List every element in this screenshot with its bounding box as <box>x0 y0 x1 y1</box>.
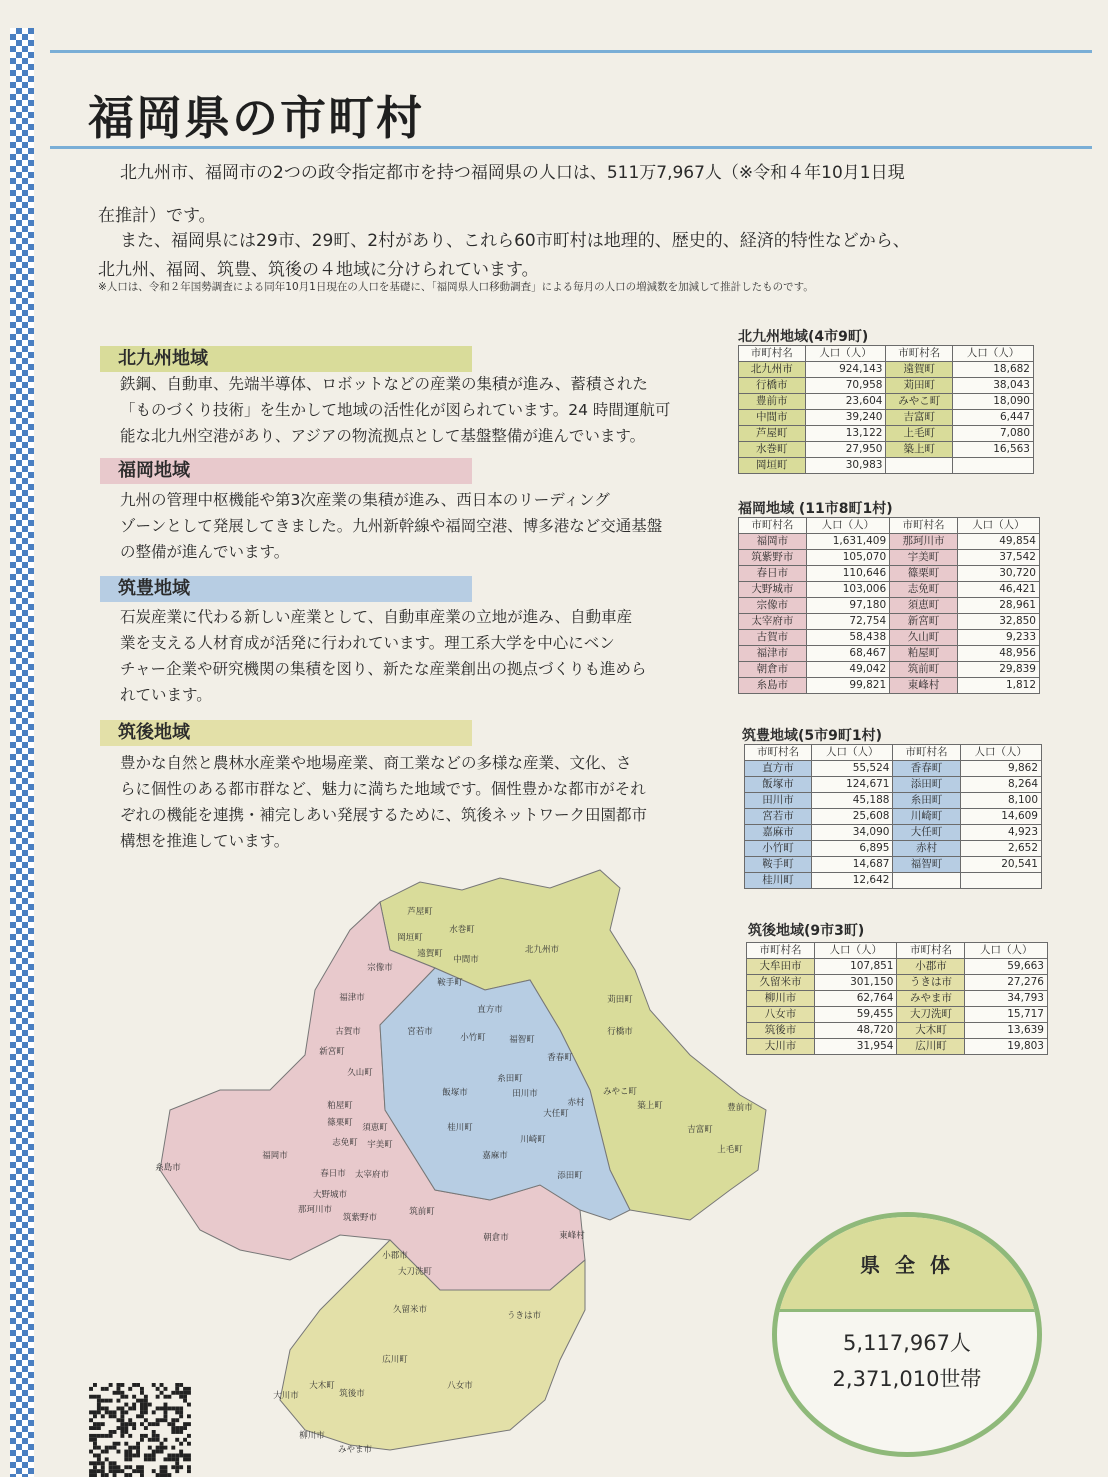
map-label: 糸島市 <box>155 1163 181 1173</box>
top-rule <box>50 50 1092 53</box>
map-label: 岡垣町 <box>397 933 423 943</box>
population-value: 48,720 <box>814 1023 897 1039</box>
population-value: 46,421 <box>957 582 1039 598</box>
table-title-kitakyushu: 北九州地域(4市9町) <box>738 329 869 345</box>
intro-note: ※人口は、令和２年国勢調査による同年10月1日現在の人口を基礎に、「福岡県人口移動調査」による毎月の人口の増減数を加減して推計したものです。 <box>98 281 814 293</box>
text-line: ぞれの機能を連携・補完しあい発展するために、筑後ネットワーク田園都市 <box>120 806 648 824</box>
population-value: 7,080 <box>953 426 1034 442</box>
municipality-name: 田川市 <box>745 793 812 809</box>
map-label: 古賀市 <box>335 1027 361 1037</box>
municipality-name: 小郡市 <box>897 959 965 975</box>
population-value: 62,764 <box>814 991 897 1007</box>
municipality-name: 豊前市 <box>739 394 806 410</box>
table-title-fukuoka: 福岡地域 (11市8町1村) <box>738 501 893 517</box>
municipality-name: 東峰村 <box>890 678 958 694</box>
map-label: 須恵町 <box>362 1123 388 1133</box>
text-line: ゾーンとして発展してきました。九州新幹線や福岡空港、博多港など交通基盤 <box>120 517 663 535</box>
population-value: 105,070 <box>806 550 889 566</box>
column-header: 人口（人） <box>814 943 897 959</box>
map-label: 朝倉市 <box>483 1233 509 1243</box>
municipality-name: 筑後市 <box>747 1023 815 1039</box>
table-row <box>747 959 1048 975</box>
map-label: 吉富町 <box>687 1125 713 1135</box>
map-label: 筑後市 <box>339 1389 365 1399</box>
municipality-name <box>886 458 953 474</box>
population-value: 58,438 <box>806 630 889 646</box>
map-label: 北九州市 <box>524 945 560 955</box>
map-label: 筑紫野市 <box>342 1213 378 1223</box>
population-value: 19,803 <box>965 1039 1048 1055</box>
population-value: 12,642 <box>812 873 893 889</box>
table-row <box>747 1039 1048 1055</box>
municipality-name: 久山町 <box>890 630 958 646</box>
population-value: 124,671 <box>812 777 893 793</box>
table-header-row <box>747 943 1048 959</box>
map-label: 大任町 <box>543 1109 569 1119</box>
map-label: 豊前市 <box>727 1103 753 1113</box>
municipality-name: 川崎町 <box>893 809 960 825</box>
municipality-name: 柳川市 <box>747 991 815 1007</box>
table-header-row <box>745 745 1042 761</box>
population-value: 27,276 <box>965 975 1048 991</box>
municipality-name: 添田町 <box>893 777 960 793</box>
table-row <box>739 426 1034 442</box>
population-value: 39,240 <box>805 410 886 426</box>
column-header: 人口（人） <box>953 346 1034 362</box>
population-value: 15,717 <box>965 1007 1048 1023</box>
page-title: 福岡県の市町村 <box>88 91 424 145</box>
table-row <box>745 825 1042 841</box>
municipality-name: 宮若市 <box>745 809 812 825</box>
map-label: 糸田町 <box>497 1074 523 1084</box>
municipality-name: 直方市 <box>745 761 812 777</box>
table-row <box>739 534 1040 550</box>
population-value: 8,100 <box>960 793 1041 809</box>
population-value: 18,682 <box>953 362 1034 378</box>
map-label: 大野城市 <box>312 1190 348 1200</box>
municipality-name: 大任町 <box>893 825 960 841</box>
municipality-name: 宇美町 <box>890 550 958 566</box>
population-value: 9,862 <box>960 761 1041 777</box>
map-label: みやこ町 <box>602 1087 638 1097</box>
map-label: 直方市 <box>477 1005 503 1015</box>
population-value <box>960 873 1041 889</box>
fukuoka-prefecture-map <box>90 840 780 1477</box>
map-label: 大木町 <box>309 1381 335 1391</box>
municipality-name: 糸島市 <box>739 678 807 694</box>
municipality-name: 篠栗町 <box>890 566 958 582</box>
municipality-name: 中間市 <box>739 410 806 426</box>
population-value: 2,652 <box>960 841 1041 857</box>
intro-line-2: 在推計）です。 <box>98 206 216 226</box>
table-row <box>739 566 1040 582</box>
population-table-kitakyushu <box>738 345 1034 474</box>
population-value: 1,631,409 <box>806 534 889 550</box>
population-value: 9,233 <box>957 630 1039 646</box>
population-value: 59,455 <box>814 1007 897 1023</box>
municipality-name: 粕屋町 <box>890 646 958 662</box>
map-label: 鞍手町 <box>437 978 463 988</box>
population-value: 29,839 <box>957 662 1039 678</box>
population-value: 20,541 <box>960 857 1041 873</box>
map-label: 添田町 <box>557 1171 583 1181</box>
municipality-name: 福津市 <box>739 646 807 662</box>
table-row <box>739 458 1034 474</box>
table-header-row <box>739 346 1034 362</box>
title-rule <box>50 146 1092 149</box>
population-value: 25,608 <box>812 809 893 825</box>
population-value: 27,950 <box>805 442 886 458</box>
map-label: 築上町 <box>637 1101 663 1111</box>
column-header: 市町村名 <box>747 943 815 959</box>
municipality-name: 糸田町 <box>893 793 960 809</box>
region-heading-chikugo: 筑後地域 <box>100 720 472 746</box>
population-value: 23,604 <box>805 394 886 410</box>
prefecture-total-badge <box>772 1212 1042 1457</box>
population-value: 59,663 <box>965 959 1048 975</box>
table-row <box>745 793 1042 809</box>
population-value: 49,042 <box>806 662 889 678</box>
municipality-name: 広川町 <box>897 1039 965 1055</box>
map-label: うきは市 <box>506 1311 542 1321</box>
population-value: 8,264 <box>960 777 1041 793</box>
text-line: 能な北九州空港があり、アジアの物流拠点として基盤整備が進んでいます。 <box>120 427 646 445</box>
table-row <box>739 550 1040 566</box>
map-label: 上毛町 <box>717 1145 743 1155</box>
column-header: 市町村名 <box>745 745 812 761</box>
population-value: 13,639 <box>965 1023 1048 1039</box>
municipality-name: 大野城市 <box>739 582 807 598</box>
municipality-name: 宗像市 <box>739 598 807 614</box>
table-row <box>739 442 1034 458</box>
map-label: 芦屋町 <box>407 907 433 917</box>
column-header: 人口（人） <box>812 745 893 761</box>
population-value: 38,043 <box>953 378 1034 394</box>
municipality-name: 赤村 <box>893 841 960 857</box>
population-value: 6,895 <box>812 841 893 857</box>
table-header-row <box>739 518 1040 534</box>
table-row <box>747 991 1048 1007</box>
region-heading-chikuho: 筑豊地域 <box>100 576 472 602</box>
column-header: 市町村名 <box>886 346 953 362</box>
table-row <box>739 646 1040 662</box>
municipality-name: みやこ町 <box>886 394 953 410</box>
municipality-name: 芦屋町 <box>739 426 806 442</box>
population-value: 32,850 <box>957 614 1039 630</box>
column-header: 人口（人） <box>957 518 1039 534</box>
map-label: 遠賀町 <box>417 949 443 959</box>
map-label: 春日市 <box>320 1169 346 1179</box>
table-row <box>739 410 1034 426</box>
population-value: 14,609 <box>960 809 1041 825</box>
text-line: 「ものづくり技術」を生かして地域の活性化が図られています。24 時間運航可 <box>120 401 671 419</box>
column-header: 人口（人） <box>805 346 886 362</box>
population-table-fukuoka <box>738 517 1040 694</box>
column-header: 市町村名 <box>739 346 806 362</box>
population-value <box>953 458 1034 474</box>
municipality-name: 須恵町 <box>890 598 958 614</box>
text-line: 構想を推進しています。 <box>120 832 290 850</box>
checkered-border <box>10 28 34 1477</box>
region-text-kitakyushu <box>120 371 690 449</box>
map-label: 大刀洗町 <box>397 1267 433 1277</box>
map-label: 福津市 <box>339 993 365 1003</box>
municipality-name: 桂川町 <box>745 873 812 889</box>
map-label: 久留米市 <box>392 1305 428 1315</box>
text-line: 鉄鋼、自動車、先端半導体、ロボットなどの産業の集積が進み、蓄積された <box>120 375 648 393</box>
text-line: 業を支える人材育成が活発に行われています。理工系大学を中心にベン <box>120 634 615 652</box>
table-row <box>745 777 1042 793</box>
region-text-fukuoka <box>120 487 690 565</box>
table-row <box>739 614 1040 630</box>
map-label: 篠栗町 <box>327 1118 353 1128</box>
municipality-name: 香春町 <box>893 761 960 777</box>
intro-line-1: 北九州市、福岡市の2つの政令指定都市を持つ福岡県の人口は、511万7,967人（※令和４年10月1日現 <box>120 163 905 183</box>
text-line: チャー企業や研究機関の集積を図り、新たな産業創出の拠点づくりも進めら <box>120 660 647 678</box>
municipality-name: 大川市 <box>747 1039 815 1055</box>
population-value: 34,090 <box>812 825 893 841</box>
municipality-name: 遠賀町 <box>886 362 953 378</box>
column-header: 人口（人） <box>965 943 1048 959</box>
column-header: 人口（人） <box>806 518 889 534</box>
municipality-name: 行橋市 <box>739 378 806 394</box>
map-label: 水巻町 <box>449 925 475 935</box>
map-label: 小竹町 <box>460 1033 486 1043</box>
municipality-name: 福智町 <box>893 857 960 873</box>
map-label: 大川市 <box>273 1391 299 1401</box>
municipality-name: 水巻町 <box>739 442 806 458</box>
population-value: 37,542 <box>957 550 1039 566</box>
text-line: の整備が進んでいます。 <box>120 543 290 561</box>
municipality-name: 新宮町 <box>890 614 958 630</box>
region-text-chikugo <box>120 750 690 854</box>
municipality-name: 小竹町 <box>745 841 812 857</box>
population-value: 68,467 <box>806 646 889 662</box>
map-label: 川崎町 <box>520 1135 546 1145</box>
table-row <box>739 630 1040 646</box>
municipality-name: 八女市 <box>747 1007 815 1023</box>
map-label: 赤村 <box>567 1098 585 1108</box>
map-label: 飯塚市 <box>442 1088 468 1098</box>
map-label: 嘉麻市 <box>482 1151 508 1161</box>
table-row <box>747 975 1048 991</box>
text-line: らに個性のある都市群など、魅力に満ちた地域です。個性豊かな都市がそれ <box>120 780 646 798</box>
map-label: 八女市 <box>447 1381 473 1391</box>
map-label: 太宰府市 <box>354 1170 390 1180</box>
map-label: 中間市 <box>453 955 479 965</box>
column-header: 市町村名 <box>890 518 958 534</box>
map-label: 宇美町 <box>367 1140 393 1150</box>
municipality-name: 大刀洗町 <box>897 1007 965 1023</box>
municipality-name: 嘉麻市 <box>745 825 812 841</box>
column-header: 市町村名 <box>739 518 807 534</box>
table-row <box>739 582 1040 598</box>
population-value: 99,821 <box>806 678 889 694</box>
population-value: 45,188 <box>812 793 893 809</box>
municipality-name: 鞍手町 <box>745 857 812 873</box>
population-table-chikugo <box>746 942 1048 1055</box>
map-label: 苅田町 <box>607 995 633 1005</box>
table-row <box>739 678 1040 694</box>
column-header: 市町村名 <box>897 943 965 959</box>
population-value: 4,923 <box>960 825 1041 841</box>
map-label: 宮若市 <box>407 1027 433 1037</box>
municipality-name: 筑紫野市 <box>739 550 807 566</box>
population-value: 30,983 <box>805 458 886 474</box>
table-row <box>745 761 1042 777</box>
population-value: 70,958 <box>805 378 886 394</box>
population-value: 18,090 <box>953 394 1034 410</box>
map-label: 新宮町 <box>319 1047 345 1057</box>
table-row <box>739 362 1034 378</box>
municipality-name: 福岡市 <box>739 534 807 550</box>
population-value: 31,954 <box>814 1039 897 1055</box>
map-label: 福智町 <box>509 1035 535 1045</box>
municipality-name: 大牟田市 <box>747 959 815 975</box>
table-row <box>739 662 1040 678</box>
table-row <box>747 1023 1048 1039</box>
text-line: 九州の管理中枢機能や第3次産業の集積が進み、西日本のリーディング <box>120 491 610 509</box>
population-value: 49,854 <box>957 534 1039 550</box>
population-value: 48,956 <box>957 646 1039 662</box>
municipality-name: 大木町 <box>897 1023 965 1039</box>
municipality-name: 上毛町 <box>886 426 953 442</box>
table-row <box>745 841 1042 857</box>
column-header: 人口（人） <box>960 745 1041 761</box>
population-value: 110,646 <box>806 566 889 582</box>
municipality-name: 岡垣町 <box>739 458 806 474</box>
population-value: 301,150 <box>814 975 897 991</box>
table-row <box>739 598 1040 614</box>
map-label: 久山町 <box>347 1068 373 1078</box>
municipality-name: 那珂川市 <box>890 534 958 550</box>
municipality-name: 筑前町 <box>890 662 958 678</box>
municipality-name <box>893 873 960 889</box>
intro-line-3: また、福岡県には29市、29町、2村があり、これら60市町村は地理的、歴史的、経済的特性などから、 <box>120 231 910 251</box>
map-label: みやま市 <box>337 1445 373 1455</box>
population-value: 30,720 <box>957 566 1039 582</box>
total-label: 県 全 体 <box>860 1253 954 1277</box>
municipality-name: 北九州市 <box>739 362 806 378</box>
map-label: 東峰村 <box>559 1231 585 1241</box>
municipality-name: うきは市 <box>897 975 965 991</box>
total-households: 2,371,010世帯 <box>832 1367 982 1391</box>
population-value: 14,687 <box>812 857 893 873</box>
map-label: 志免町 <box>332 1138 358 1148</box>
population-value: 97,180 <box>806 598 889 614</box>
municipality-name: 春日市 <box>739 566 807 582</box>
intro-line-4: 北九州、福岡、筑豊、筑後の４地域に分けられています。 <box>98 260 539 280</box>
region-heading-kitakyushu: 北九州地域 <box>100 346 472 372</box>
municipality-name: 築上町 <box>886 442 953 458</box>
region-heading-fukuoka: 福岡地域 <box>100 458 472 484</box>
text-line: れています。 <box>120 686 212 704</box>
table-row <box>739 378 1034 394</box>
municipality-name: 古賀市 <box>739 630 807 646</box>
population-value: 55,524 <box>812 761 893 777</box>
map-label: 行橋市 <box>607 1027 633 1037</box>
table-row <box>745 873 1042 889</box>
municipality-name: みやま市 <box>897 991 965 1007</box>
text-line: 豊かな自然と農林水産業や地場産業、商工業などの多様な産業、文化、さ <box>120 754 632 772</box>
population-value: 34,793 <box>965 991 1048 1007</box>
text-line: 石炭産業に代わる新しい産業として、自動車産業の立地が進み、自動車産 <box>120 608 633 626</box>
table-row <box>745 857 1042 873</box>
population-value: 13,122 <box>805 426 886 442</box>
population-table-chikuho <box>744 744 1042 889</box>
column-header: 市町村名 <box>893 745 960 761</box>
map-label: 筑前町 <box>409 1207 435 1217</box>
table-row <box>739 394 1034 410</box>
municipality-name: 太宰府市 <box>739 614 807 630</box>
municipality-name: 久留米市 <box>747 975 815 991</box>
table-title-chikugo: 筑後地域(9市3町) <box>748 923 865 939</box>
population-value: 28,961 <box>957 598 1039 614</box>
municipality-name: 吉富町 <box>886 410 953 426</box>
municipality-name: 朝倉市 <box>739 662 807 678</box>
map-label: 福岡市 <box>262 1151 288 1161</box>
map-label: 香春町 <box>547 1053 573 1063</box>
map-label: 小郡市 <box>382 1251 408 1261</box>
municipality-name: 苅田町 <box>886 378 953 394</box>
population-value: 107,851 <box>814 959 897 975</box>
population-value: 924,143 <box>805 362 886 378</box>
total-population: 5,117,967人 <box>843 1331 971 1355</box>
population-value: 72,754 <box>806 614 889 630</box>
map-label: 桂川町 <box>447 1123 473 1133</box>
map-label: 柳川市 <box>299 1431 325 1441</box>
qr-code <box>88 1383 192 1477</box>
map-label: 粕屋町 <box>327 1101 353 1111</box>
population-value: 1,812 <box>957 678 1039 694</box>
population-value: 103,006 <box>806 582 889 598</box>
map-label: 宗像市 <box>367 963 393 973</box>
map-label: 広川町 <box>382 1355 408 1365</box>
municipality-name: 飯塚市 <box>745 777 812 793</box>
map-label: 那珂川市 <box>297 1205 333 1215</box>
population-value: 6,447 <box>953 410 1034 426</box>
table-row <box>745 809 1042 825</box>
region-text-chikuho <box>120 604 690 708</box>
table-row <box>747 1007 1048 1023</box>
population-value: 16,563 <box>953 442 1034 458</box>
table-title-chikuho: 筑豊地域(5市9町1村) <box>742 728 883 744</box>
map-label: 田川市 <box>512 1089 538 1099</box>
municipality-name: 志免町 <box>890 582 958 598</box>
